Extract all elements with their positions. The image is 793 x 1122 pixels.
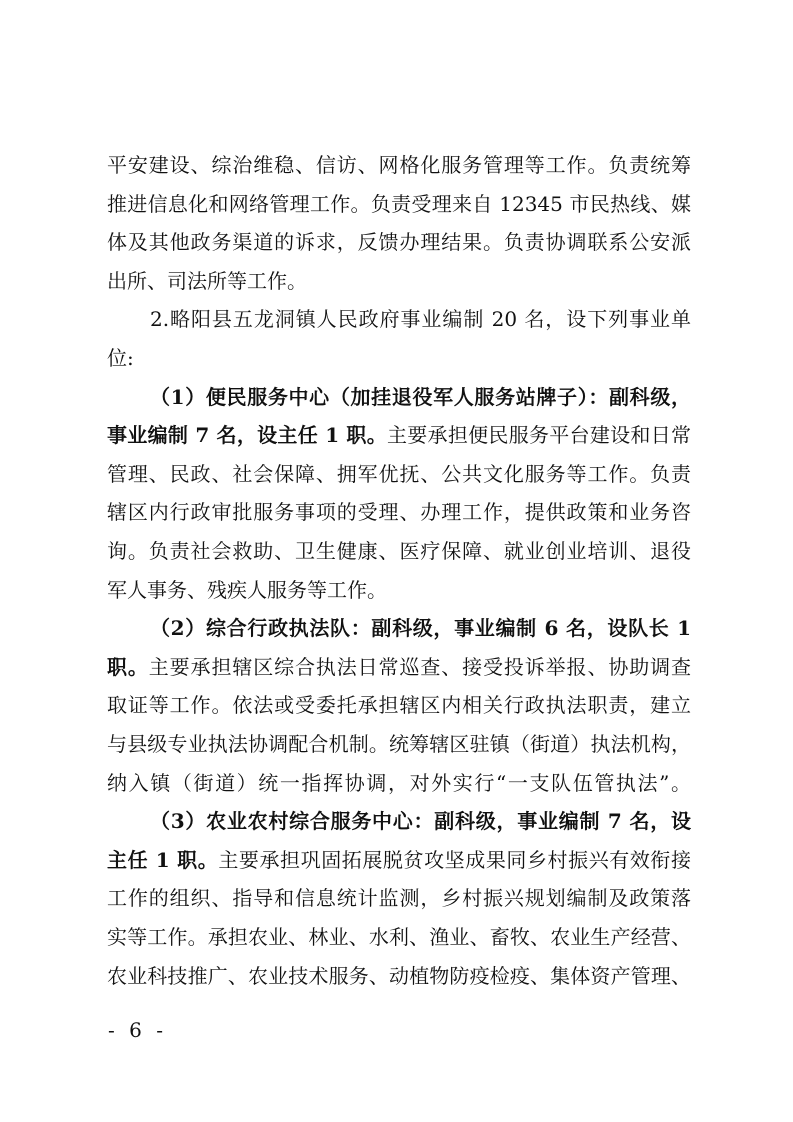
text-line [150, 806, 691, 836]
body-text: 主要承担巩固拓展脱贫攻坚成果同乡村振兴有效衔接 [218, 847, 692, 872]
body-text: 与县级专业执法协调配合机制。统筹辖区驻镇（街道）执法机构， [107, 732, 691, 756]
text-line [150, 613, 691, 643]
body-text: 体及其他政务渠道的诉求，反馈办理结果。负责协调联系公安派 [107, 230, 691, 255]
body-text: 农业科技推广、农业技术服务、动植物防疫检疫、集体资产管理、 [107, 963, 691, 988]
bold-heading-text: 主任 1 职。 [107, 847, 219, 872]
text-line [107, 536, 691, 566]
text-line [107, 922, 691, 952]
text-line [107, 845, 691, 875]
bold-heading-text: 事业编制 7 名，设主任 1 职。 [107, 423, 387, 448]
text-line [107, 575, 691, 605]
text-line [107, 961, 691, 991]
text-line [107, 227, 691, 257]
text-line [107, 459, 691, 489]
body-text: 工作的组织、指导和信息统计监测，乡村振兴规划编制及政策落 [107, 886, 691, 911]
text-line [107, 768, 691, 798]
text-line [107, 266, 691, 296]
body-text: 位: [107, 346, 134, 370]
body-text: 询。负责社会救助、卫生健康、医疗保障、就业创业培训、退役 [107, 539, 691, 563]
body-text: 推进信息化和网络管理工作。负责受理来自 12345 市民热线、媒 [107, 191, 691, 216]
page-number: - 6 - [108, 1018, 167, 1042]
text-line [107, 420, 691, 450]
text-line [107, 690, 691, 720]
body-text: 主要承担便民服务平台建设和日常 [386, 423, 691, 448]
text-line [150, 382, 691, 412]
bold-heading-text: （3）农业农村综合服务中心：副科级，事业编制 7 名，设 [150, 809, 691, 834]
bold-heading-text: 职。 [107, 654, 149, 679]
body-text: 出所、司法所等工作。 [107, 268, 307, 293]
text-line [107, 883, 691, 913]
body-text: 主要承担辖区综合执法日常巡查、接受投诉举报、协助调查 [148, 654, 692, 679]
body-text: 辖区内行政审批服务事项的受理、办理工作，提供政策和业务咨 [107, 500, 691, 525]
text-line [107, 497, 691, 527]
text-line [150, 304, 691, 334]
bold-heading-text: （2）综合行政执法队：副科级，事业编制 6 名，设队长 1 [150, 616, 691, 641]
body-text: 实等工作。承担农业、林业、水利、渔业、畜牧、农业生产经营、 [107, 925, 691, 949]
body-text: 纳入镇（街道）统一指挥协调，对外实行“一支队伍管执法”。 [107, 770, 691, 795]
body-text: 平安建设、综治维稳、信访、网格化服务管理等工作。负责统筹 [107, 153, 691, 177]
text-line [107, 343, 691, 373]
body-text: 军人事务、残疾人服务等工作。 [107, 577, 387, 602]
body-text: 管理、民政、社会保障、拥军优抚、公共文化服务等工作。负责 [107, 461, 691, 486]
text-line [107, 189, 691, 219]
text-line [107, 652, 691, 682]
body-text: 取证等工作。依法或受委托承担辖区内相关行政执法职责，建立 [107, 693, 691, 718]
text-line [107, 150, 691, 180]
bold-heading-text: （1）便民服务中心（加挂退役军人服务站牌子）：副科级， [150, 384, 691, 409]
text-line [107, 729, 691, 759]
body-text: 2.略阳县五龙洞镇人民政府事业编制 20 名，设下列事业单 [150, 307, 691, 332]
